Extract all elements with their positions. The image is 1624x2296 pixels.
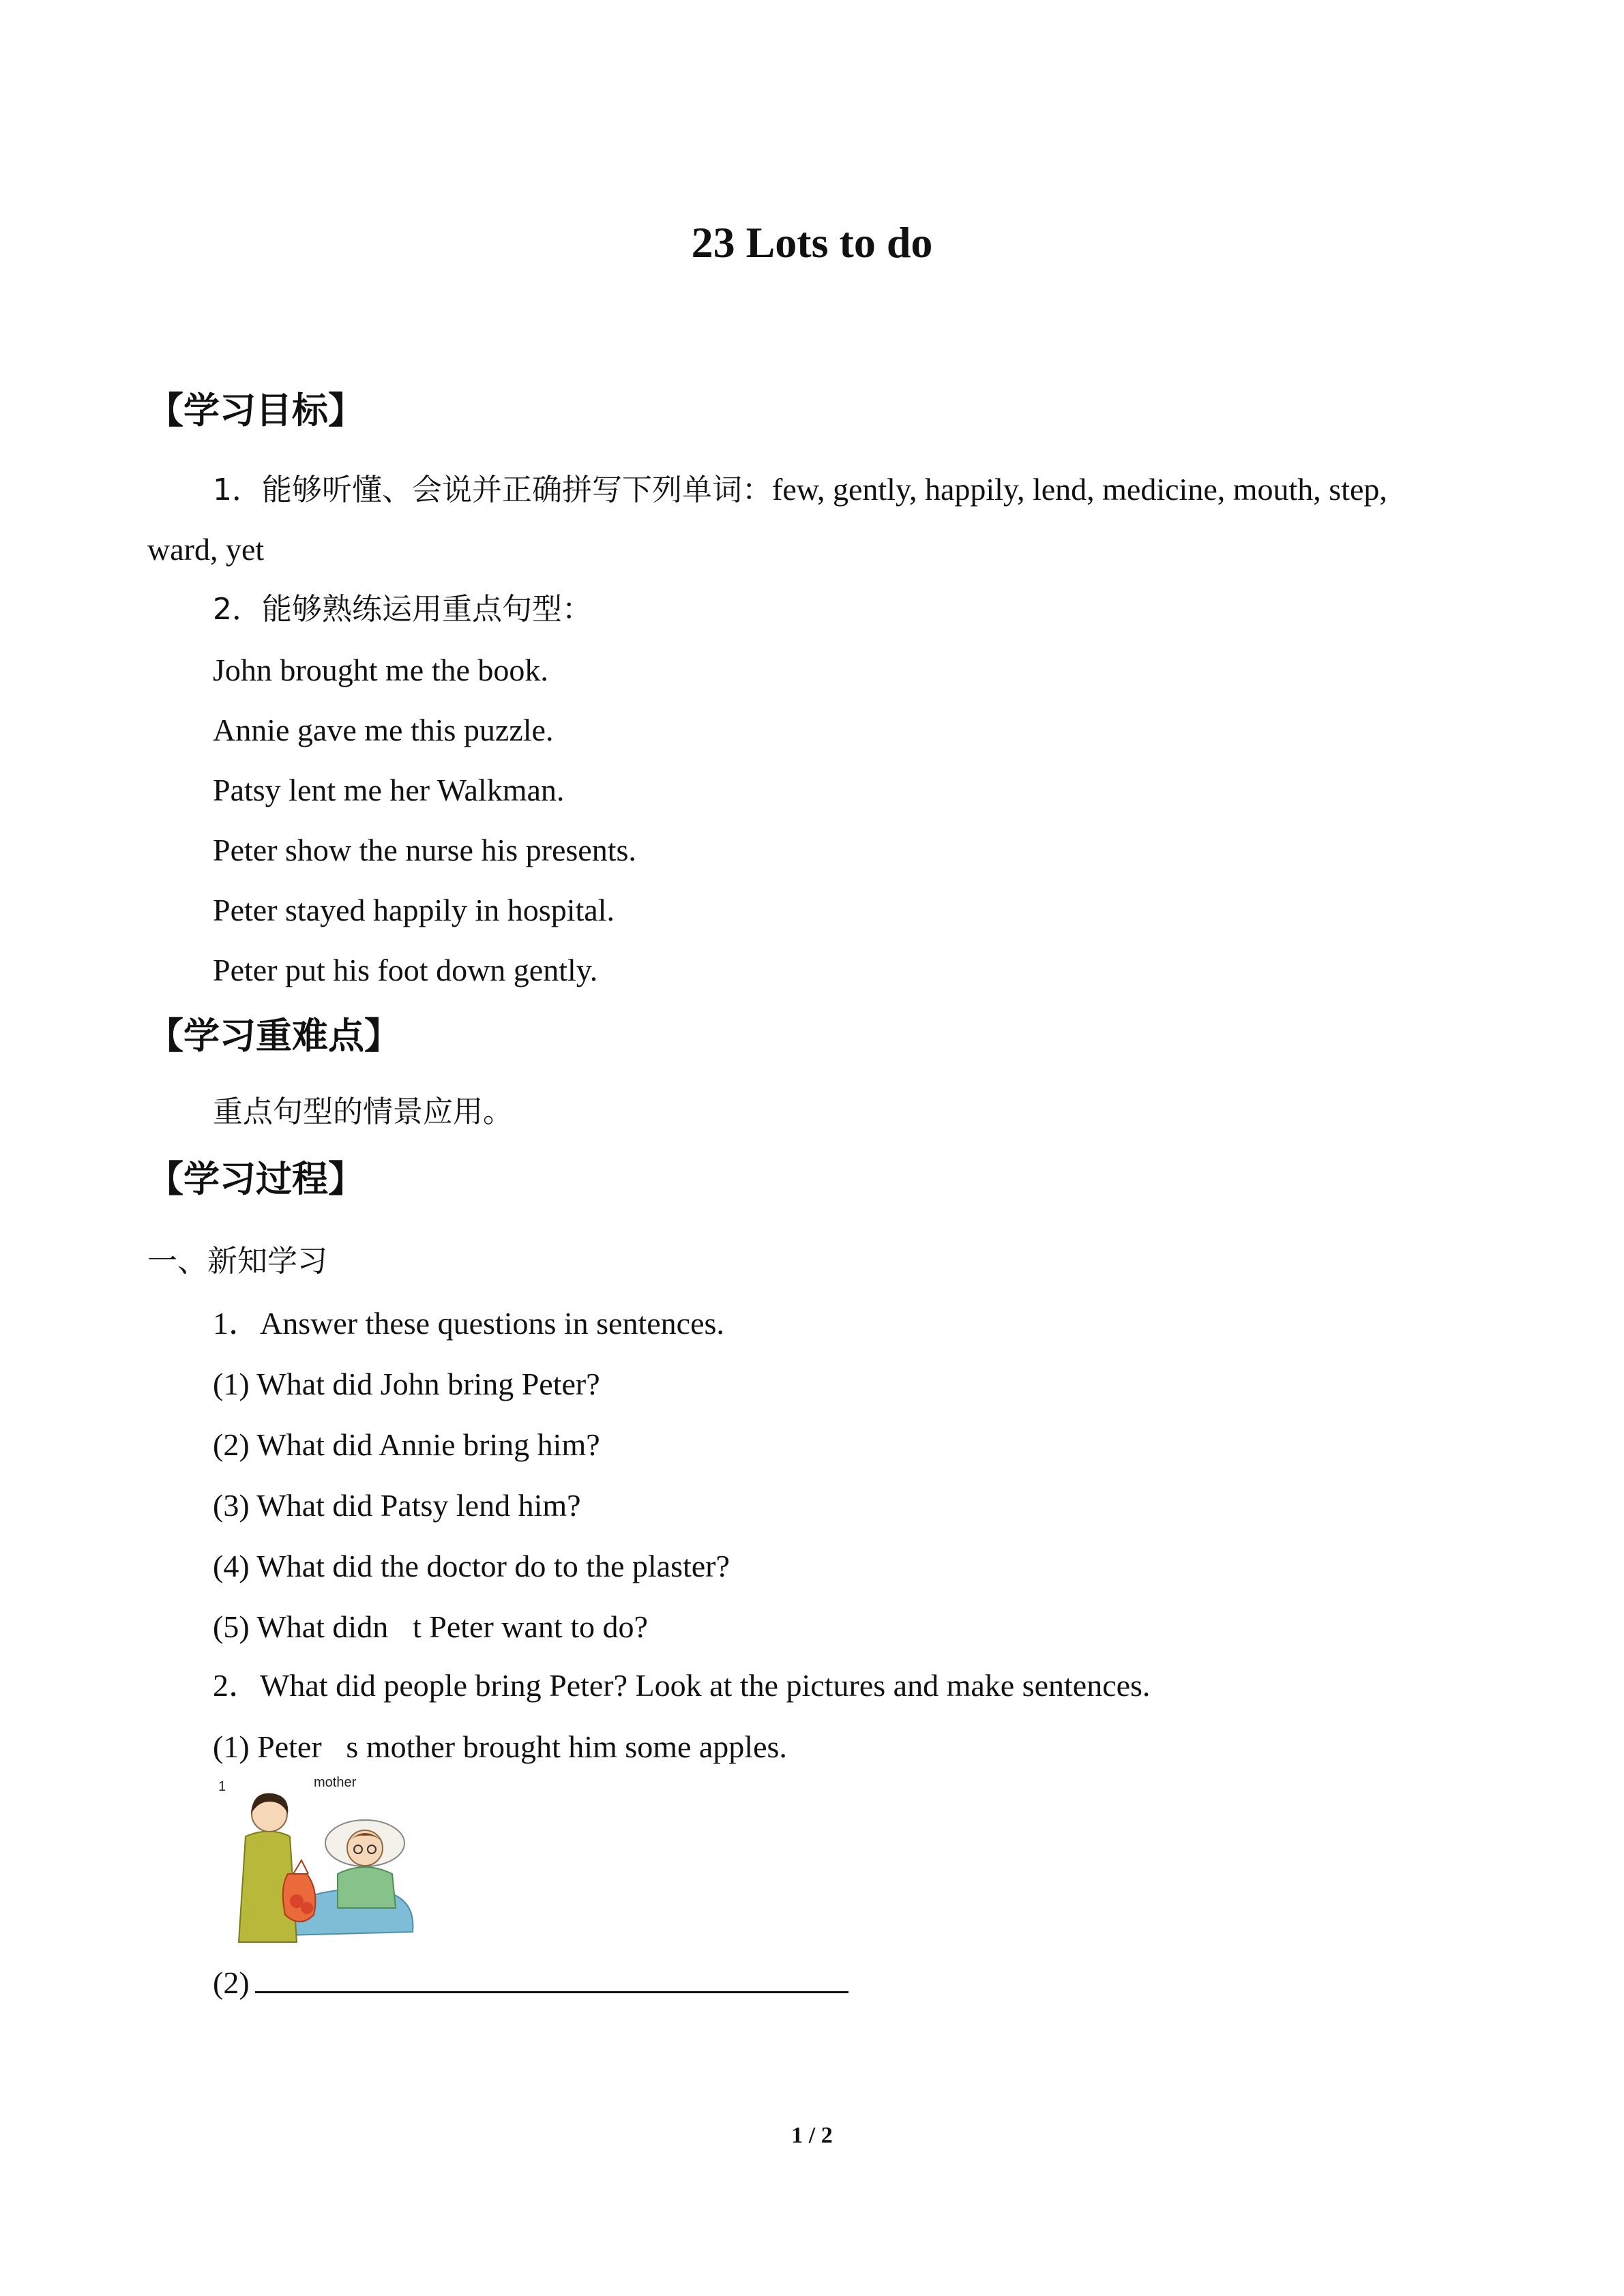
objective-1-cn: 1．能够听懂、会说并正确拼写下列单词： — [213, 473, 772, 507]
question-5: (5) What didn t Peter want to do? — [213, 1609, 648, 1644]
question-1: (1) What did John bring Peter? — [213, 1367, 600, 1401]
picture-number: 1 — [218, 1779, 226, 1794]
objective-1 — [213, 471, 1387, 509]
objective-2: 2．能够熟练运用重点句型： — [213, 592, 592, 627]
sentence-4: Peter show the nurse his presents. — [213, 833, 636, 867]
question-3: (3) What did Patsy lend him? — [213, 1488, 581, 1523]
blank-item-number: (2) — [213, 1965, 250, 2000]
sentence-6: Peter put his foot down gently. — [213, 953, 598, 987]
sentence-1: John brought me the book. — [213, 653, 548, 687]
page-number: 1 / 2 — [791, 2123, 833, 2148]
objective-1-words: few, gently, happily, lend, medicine, mouth, step, — [772, 472, 1387, 507]
page-title: 23 Lots to do — [691, 218, 933, 267]
answer-blank[interactable] — [255, 1964, 848, 1993]
question-4: (4) What did the doctor do to the plaster? — [213, 1549, 730, 1583]
objective-1-continued: ward, yet — [147, 532, 265, 567]
sentence-5: Peter stayed happily in hospital. — [213, 893, 615, 927]
mother-apples-illustration — [211, 1772, 419, 1945]
picture-label: mother — [314, 1775, 357, 1790]
blank-answer-line — [213, 1964, 848, 2002]
key-points-heading: 【学习重难点】 — [147, 1015, 400, 1057]
process-heading: 【学习过程】 — [147, 1159, 364, 1200]
example-sentence: (1) Peter s mother brought him some apples. — [213, 1729, 787, 1764]
objectives-heading: 【学习目标】 — [147, 390, 364, 432]
question-2: (2) What did Annie bring him? — [213, 1427, 600, 1462]
question-intro: 1．Answer these questions in sentences. — [213, 1306, 724, 1341]
part-1-heading: 一、新知学习 — [147, 1244, 327, 1279]
sentence-2: Annie gave me this puzzle. — [213, 713, 554, 747]
sentence-3: Patsy lent me her Walkman. — [213, 773, 565, 807]
task-2: 2．What did people bring Peter? Look at the pictures and make sentences. — [213, 1668, 1151, 1703]
key-points-text: 重点句型的情景应用。 — [213, 1094, 513, 1129]
